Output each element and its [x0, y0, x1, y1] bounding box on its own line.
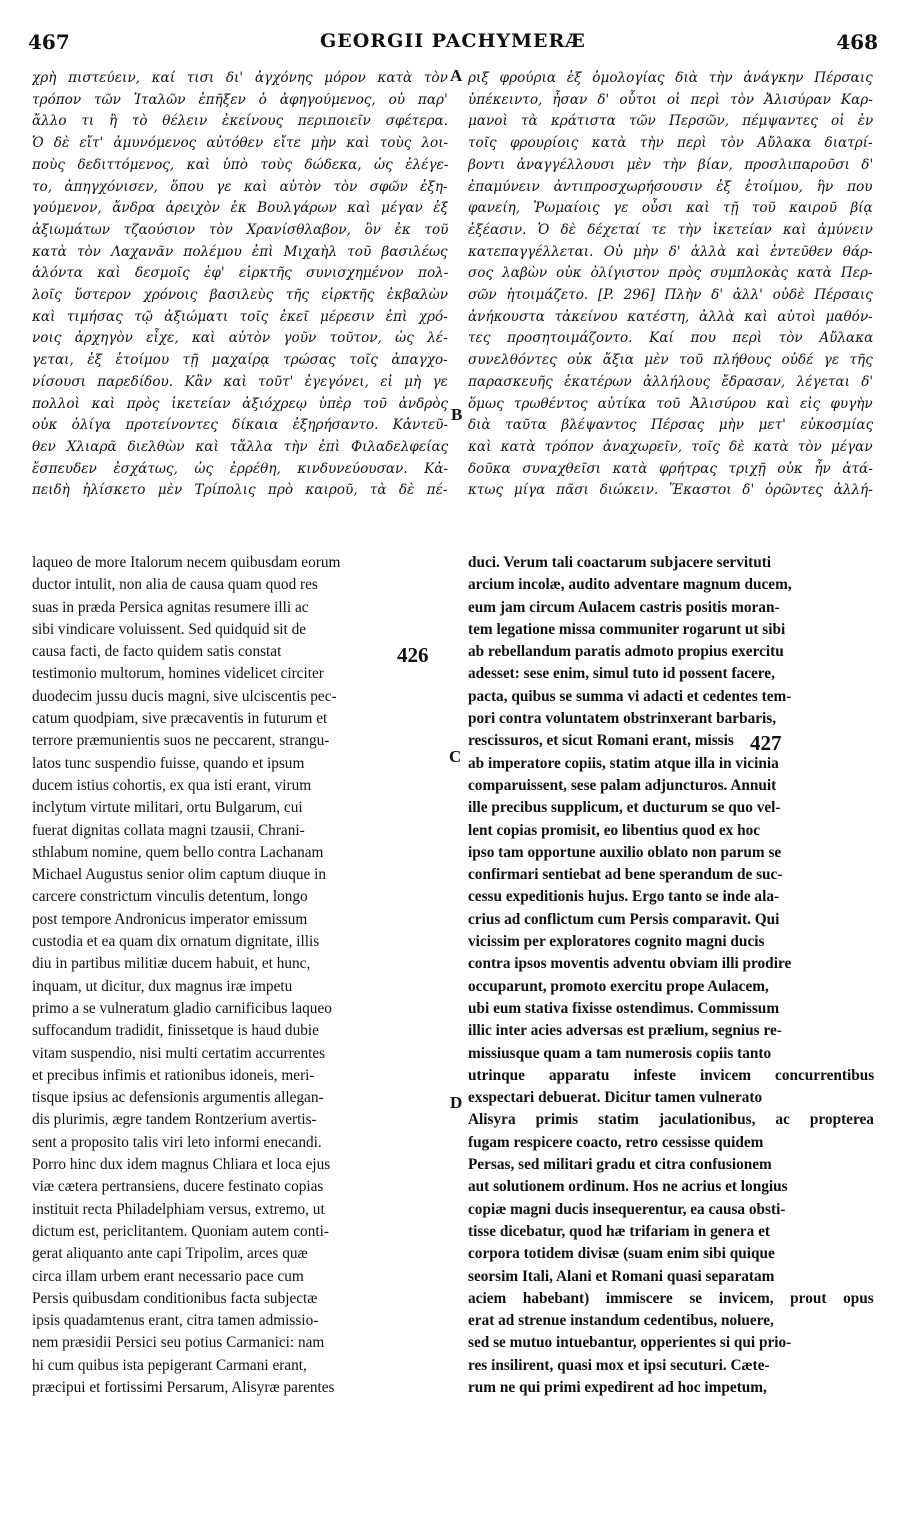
- text-line: πειδὴ ἡλίσκετο μὲν Τρίπολις πρὸ καιροῦ, τὰ δὲ πέ-: [32, 482, 448, 499]
- text-line: ἐξέασιν. Ὁ δὲ δέχεταί τε τὴν ἱκετείαν καὶ ἀμύνειν: [468, 221, 873, 238]
- text-line: terrore præmunientis suos ne peccarent, strangu-: [32, 732, 330, 750]
- text-line: pacta, quibus se summa vi adacti et cedentes tem-: [468, 687, 792, 705]
- text-line: ἄλλο τι ἢ τὸ θέλειν ἐκείνους περιποιεῖν σφέτερα.: [32, 113, 448, 130]
- text-line: suas in præda Persica agnitas resumere illi ac: [32, 598, 309, 616]
- latin-text-left-column: [32, 552, 448, 1399]
- text-line: γούμενον, ἄνδρα ἀρειχὸν ἐκ Βουλγάρων καὶ μέγαν ἐξ: [32, 200, 448, 217]
- text-line: κτως μίγα πᾶσι διώκειν. Ἕκαστοι δ' ὁρῶντες ἀλλή-: [468, 482, 873, 499]
- text-line: præcipui et fortissimi Persarum, Alisyræ parentes: [32, 1378, 335, 1396]
- text-line: ἁλόντα καὶ δεσμοῖς ἐφ' εἱρκτῆς συνισχημένον πολ-: [32, 265, 448, 282]
- text-line: vicissim per exploratores cognito magni ducis: [468, 933, 765, 951]
- text-line: τρόπον τῶν Ἰταλῶν ἐπῆξεν ὁ ἀφηγούμενος, οὐ παρ': [32, 91, 448, 108]
- text-line: tisque ipsius ac defensionis argumentis allegan-: [32, 1089, 324, 1107]
- text-line: γεται, ἐξ ἑτοίμου τῇ μαχαίρᾳ τρώσας τοῖς ἀπαγχο-: [32, 352, 448, 369]
- text-line: συνελθόντες οὐκ ἄξια μὲν τοῦ πλήθους οὐδέ γε τῆς: [468, 352, 873, 369]
- text-line: καὶ κατὰ τρόπον ἀναχωρεῖν, τοῖς δὲ κατὰ τὸν μέγαν: [468, 438, 873, 455]
- text-line: ubi eum stativa fixisse ostendimus. Commissum: [468, 999, 780, 1017]
- text-line: comparuissent, sese palam adjuncturos. Annuit: [468, 776, 777, 794]
- text-line: contra ipsos moventis adventu obviam illi prodire: [468, 955, 792, 973]
- left-page-number: 467: [28, 30, 70, 54]
- text-line: ὅμως τρωθέντος αὐτίκα τοῦ Ἀλισύρου καὶ εἰς φυγὴν: [468, 395, 873, 412]
- text-line: gerat aliquanto ante capi Tripolim, arces quæ: [32, 1245, 308, 1263]
- text-line: φανείη, Ῥωμαίοις γε οὖσι καὶ τῇ τοῦ καιροῦ βίᾳ: [468, 200, 873, 217]
- text-line: aciem habebant) immiscere se invicem, prout opus: [468, 1289, 874, 1307]
- text-line: instituit recta Philadelphiam versus, extremo, ut: [32, 1200, 325, 1218]
- text-line: ab rebellandum paratis admoto propius exercitu: [468, 643, 784, 661]
- text-line: pori contra voluntatem obstrinxerant barbaris,: [468, 710, 777, 728]
- running-head: GEORGII PACHYMERÆ: [320, 30, 586, 52]
- text-line: erat ad strenue instandum cedentibus, noluere,: [468, 1312, 774, 1330]
- text-line: ipso tam opportune auxilio oblato non parum se: [468, 843, 782, 861]
- text-line: sibi vindicare voluissent. Sed quidquid sit de: [32, 620, 307, 638]
- text-line: nem præsidii Persici seu potius Carmanici: nam: [32, 1334, 325, 1352]
- text-line: tem legatione missa communiter rogarunt ut sibi: [468, 620, 786, 638]
- text-line: ille precibus supplicum, et ducturum se quo vel-: [468, 799, 781, 817]
- text-line: Michael Augustus senior olim captum diuque in: [32, 866, 327, 884]
- text-line: Persis quibusdam conditionibus facta subjectæ: [32, 1289, 318, 1307]
- greek-text-left-column: [32, 68, 448, 502]
- text-line: circa illam urbem erant necessario pace cum: [32, 1267, 304, 1285]
- text-line: occuparunt, promoto exercitu prope Aulacem,: [468, 977, 769, 995]
- text-line: carcere constrictum vinculis detentum, longo: [32, 888, 308, 906]
- text-line: ριξ φρούρια ἐξ ὁμολογίας διὰ τὴν ἀνάγκην Πέρσαις: [468, 70, 873, 86]
- text-line: inclytum virtute militari, ortu Bulgarum, cui: [32, 799, 303, 817]
- text-line: seorsim Itali, Alani et Romani quasi separatam: [468, 1267, 775, 1285]
- page-header: [28, 30, 878, 60]
- text-line: λοῖς ὕστερον χρόνοις βασιλεὺς τῆς εἱρκτῆς ἐκβαλὼν: [32, 287, 448, 304]
- text-line: viæ cætera pertransiens, ducere festinato copias: [32, 1178, 324, 1196]
- text-line: dictum est, periclitantem. Quoniam autem conti-: [32, 1222, 329, 1240]
- text-line: crius ad conflictum cum Persis comparavit. Qui: [468, 910, 780, 928]
- text-line: πολλοὶ καὶ πρὸς ἱκετείαν ἀξιόχρεῳ ὑπὲρ τοῦ ἀνδρὸς: [32, 395, 448, 412]
- text-line: adesset: sese enim, simul tuto id possent facere,: [468, 665, 775, 683]
- text-line: ipsis quadamtenus erant, citra tamen admissio-: [32, 1312, 319, 1330]
- text-line: θεν Χλιαρᾶ διελθὼν καὶ τἄλλα τὴν ἐπὶ Φιλαδελφείας: [32, 438, 448, 455]
- text-line: tisse dicebatur, quod hæ trifariam in genera et: [468, 1222, 770, 1240]
- text-line: cessu expeditionis hujus. Ergo tanto se inde ala-: [468, 888, 780, 906]
- section-marker-b: B: [451, 405, 463, 424]
- text-line: aut solutionem ordinum. Hos ne acrius et longius: [468, 1178, 788, 1196]
- text-line: το, ἀπηγχόνισεν, ὅπου γε καὶ αὐτὸν τὸν σφῶν ἐξη-: [32, 178, 448, 195]
- text-line: causa facti, de facto quidem satis constat: [32, 643, 282, 661]
- text-line: ἔσπευδεν ἐσχάτως, ὡς ἐρρέθη, κινδυνεύουσαν. Κἀ-: [32, 460, 448, 477]
- text-line: sent a proposito talis viri leto informi enecandi.: [32, 1133, 322, 1151]
- text-line: ab imperatore copiis, statim atque illa in vicinia: [468, 754, 779, 772]
- right-page-number: 468: [836, 30, 878, 54]
- text-line: testimonio multorum, homines videlicet circiter: [32, 665, 324, 683]
- text-line: post tempore Andronicus imperator emissum: [32, 910, 308, 928]
- text-line: latos tunc suspendio fuisse, quando et ipsum: [32, 754, 305, 772]
- text-line: laqueo de more Italorum necem quibusdam eorum: [32, 554, 341, 571]
- text-line: res insilirent, quasi mox et ipsi secuturi. Cæte-: [468, 1356, 770, 1374]
- text-line: fuerat dignitas collata magni tzausii, Chrani-: [32, 821, 305, 839]
- text-line: missiusque quam a tam numerosis copiis tanto: [468, 1044, 772, 1062]
- text-line: sed se mutuo intuebantur, opperientes si qui prio-: [468, 1334, 792, 1352]
- text-line: utrinque apparatu infeste invicem concurrentibus: [468, 1066, 874, 1084]
- text-line: catum quodpiam, sive præcaventis in futurum et: [32, 710, 328, 728]
- text-line: παρασκευῆς ἑκατέρων ἀλλήλους ἔδρασαν, λέγεται δ': [468, 373, 873, 390]
- section-marker-d: D: [450, 1093, 463, 1112]
- text-line: Porro hinc dux idem magnus Chliara et loca ejus: [32, 1156, 331, 1174]
- text-line: Alisyra primis statim jaculationibus, ac propterea: [468, 1111, 874, 1129]
- column-number-426: 426: [397, 643, 429, 667]
- text-line: vitam suspendio, nisi multi certatim accurrentes: [32, 1044, 326, 1062]
- text-line: rum ne qui primi expedirent ad hoc impetum,: [468, 1378, 767, 1396]
- text-line: καὶ τιμήσας τῷ ἀξιώματι τοῖς ἐκεῖ μέρεσιν ἐπὶ χρό-: [32, 308, 448, 325]
- text-line: διὰ ταῦτα βλέψαντος Πέρσας μὴν μετ' εὐκοσμίας: [468, 417, 873, 434]
- text-line: κατεπαγγέλλεται. Οὐ μὴν δ' ἀλλὰ καὶ ἐντεῦθεν θάρ-: [468, 243, 873, 260]
- text-line: νίσουσι παρεδίδου. Κἂν καὶ τοῦτ' ἐγεγόνει, εἰ μὴ γε: [32, 373, 448, 390]
- text-line: corpora totidem divisæ (suam enim sibi quique: [468, 1245, 775, 1263]
- text-line: duodecim jussu ducis magni, sive ulciscentis pec-: [32, 687, 337, 705]
- text-line: fugam respicere coacto, retro cessisse quidem: [468, 1133, 764, 1151]
- text-line: δοῦκα συναχθεῖσι κατὰ φρήτρας τριχῇ οὐκ ἦν ἀτά-: [468, 460, 873, 477]
- text-line: illic inter acies adversas est prælium, segnius re-: [468, 1022, 782, 1040]
- greek-text-right-column: [468, 68, 873, 502]
- text-line: copiæ magni ducis insequerentur, ea causa obsti-: [468, 1200, 786, 1218]
- text-line: ὑπέκειντο, ἦσαν δ' οὗτοι οἱ περὶ τὸν Ἀλισύραν Καρ-: [468, 91, 873, 108]
- text-line: exspectari debuerat. Dicitur tamen vulnerato: [468, 1089, 763, 1107]
- text-line: dis plurimis, ægre tandem Rontzerium avertis-: [32, 1111, 317, 1129]
- section-marker-a: A: [450, 66, 463, 85]
- text-line: confirmari sentiebat ad bene sperandum de suc-: [468, 866, 783, 884]
- text-line: sthlabum nomine, quem bello contra Lachanam: [32, 843, 324, 861]
- section-marker-c: C: [449, 747, 462, 766]
- text-line: Persas, sed militari gradu et citra confusionem: [468, 1156, 772, 1174]
- text-line: κατὰ τὸν Λαχανᾶν πολέμου ἐπὶ Μιχαὴλ τοῦ βασιλέως: [32, 243, 448, 260]
- text-line: νοις ἀρχηγὸν εἶχε, καὶ αὐτὸν γοῦν τοῦτον, ὡς λέ-: [32, 330, 448, 347]
- text-line: οὐκ ὀλίγα προτείνοντες δίκαια ἐξηρήσαντο. Κἀντεῦ-: [32, 417, 448, 434]
- text-line: suffocandum tradidit, finissetque is haud dubie: [32, 1022, 319, 1040]
- text-line: Ὁ δὲ εἴτ' ἀμυνόμενος αὐτόθεν εἴτε μὴν καὶ τοὺς λοι-: [32, 135, 448, 152]
- text-line: τες προσητοιμάζοντο. Καί που περὶ τὸν Αὔλακα: [468, 330, 873, 347]
- text-line: diu in partibus militiæ ducem habuit, et hunc,: [32, 955, 311, 973]
- text-line: σῶν ἡτοιμάζετο. [P. 296] Πλὴν δ' ἀλλ' οὐδὲ Πέρσαις: [468, 287, 873, 304]
- text-line: ducem istius cohortis, ex qua isti erant, virum: [32, 776, 312, 794]
- text-line: duci. Verum tali coactarum subjacere servituti: [468, 554, 772, 571]
- text-line: σος λαβὼν οὐκ ὀλίγιστον πρὸς συμπλοκὰς κατὰ Περ-: [468, 265, 873, 282]
- text-line: eum jam circum Aulacem castris positis moran-: [468, 598, 780, 616]
- text-line: ἀνήκουστα τἀκείνου κατέστη, ἀλλὰ καὶ αὐτοὶ μαθόν-: [468, 308, 873, 325]
- text-line: inquam, ut dicitur, dux magnus iræ impetu: [32, 977, 293, 995]
- text-line: χρὴ πιστεύειν, καί τισι δι' ἀγχόνης μόρον κατὰ τὸν: [32, 70, 448, 86]
- text-line: arcium incolæ, audito adventare magnum ducem,: [468, 576, 792, 594]
- text-line: ductor intulit, non alia de causa quam quod res: [32, 576, 318, 594]
- text-line: et precibus infimis et rationibus idoneis, meri-: [32, 1066, 315, 1084]
- text-line: τοῖς φρουρίοις κατὰ τὴν περὶ τὸν Αὔλακα διατρί-: [468, 135, 873, 152]
- column-number-427: 427: [750, 731, 782, 755]
- text-line: ἀξιωμάτων τζαούσιον τὸν Χρανίσθλαβον, ὃν ἐκ τοῦ: [32, 221, 448, 238]
- text-line: ἐπαμύνειν ἀντιπροσχωρήσουσιν ἐξ ἑτοίμου, ἣν που: [468, 178, 873, 195]
- text-line: βοντι ἀναγγέλλουσι μὲν τὴν βίαν, προσλιπαροῦσι δ': [468, 156, 873, 173]
- text-line: custodia et ea quam dix ornatum dignitate, illis: [32, 933, 320, 951]
- text-line: lent copias promisit, eo libentius quod ex hoc: [468, 821, 761, 839]
- text-line: ποὺς δεδιττόμενος, καὶ ὑπὸ τοὺς δώδεκα, ὡς ἐλέγε-: [32, 156, 448, 173]
- text-line: primo a se vulneratum gladio carnificibus laqueo: [32, 999, 332, 1017]
- latin-text-right-column: [468, 552, 874, 1399]
- text-line: rescissuros, et sicut Romani erant, missis: [468, 732, 734, 750]
- text-line: hi cum quibus ista pepigerant Carmani erant,: [32, 1356, 307, 1374]
- text-line: μανοὶ τὰ κράτιστα τῶν Περσῶν, πέμψαντες οἱ ἐν: [468, 113, 873, 130]
